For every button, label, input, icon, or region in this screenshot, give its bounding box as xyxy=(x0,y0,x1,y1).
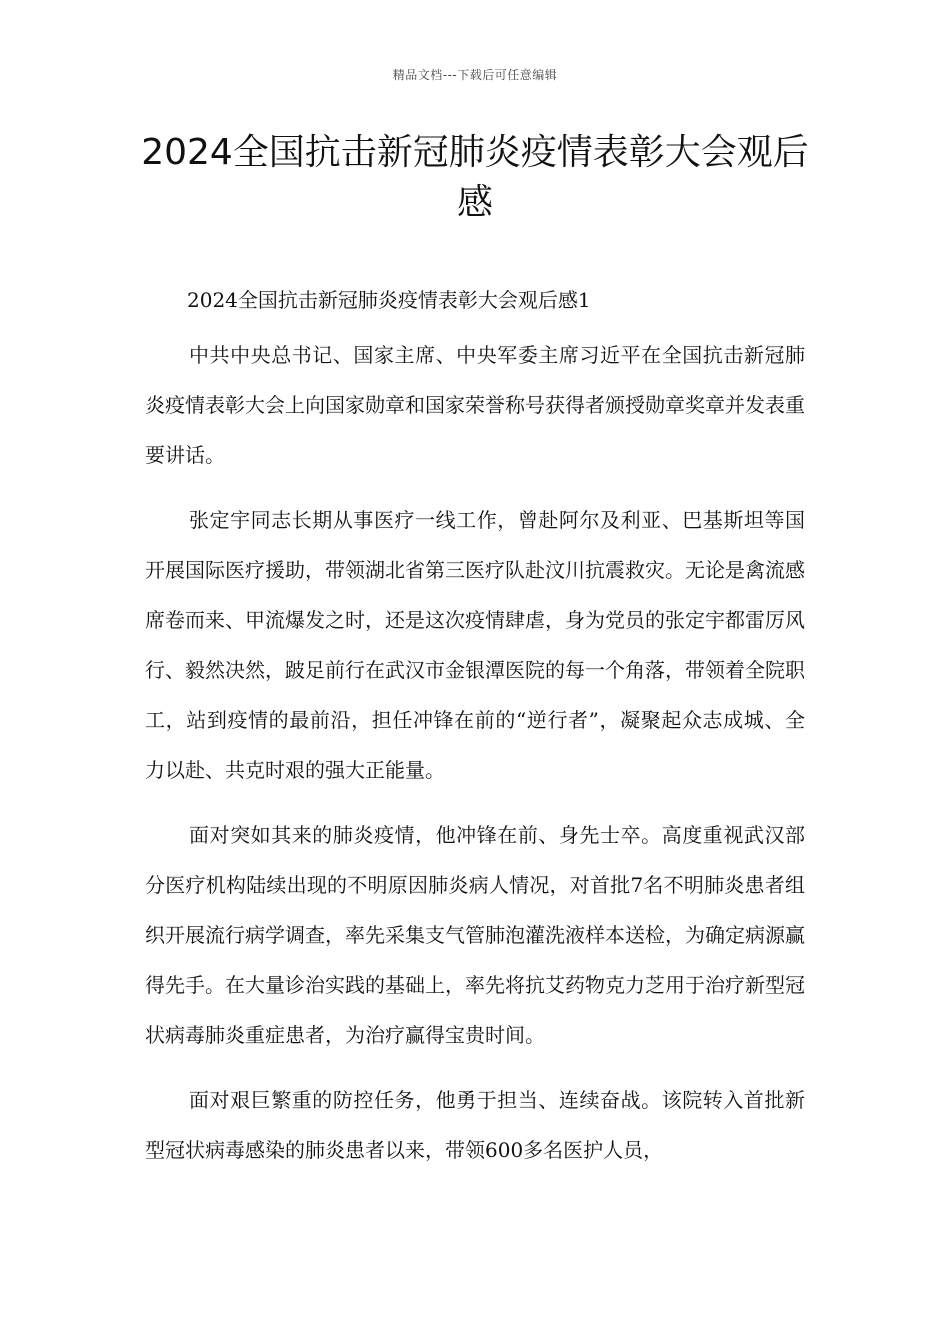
paragraph-2: 张定宇同志长期从事医疗一线工作，曾赴阿尔及利亚、巴基斯坦等国开展国际医疗援助，带领湖北省第三医疗队赴汶川抗震救灾。无论是禽流感席卷而来、甲流爆发之时，还是这次疫情肆虐，身为党员的张定宇都雷厉风行、毅然决然，跛足前行在武汉市金银潭医院的每一个角落，带领着全院职工，站到疫情的最前沿，担任冲锋在前的“逆行者”，凝聚起众志成城、全力以赴、共克时艰的强大正能量。 xyxy=(145,508,805,782)
document-title: 2024全国抗击新冠肺炎疫情表彰大会观后感 xyxy=(141,132,809,223)
document-subtitle: 2024全国抗击新冠肺炎疫情表彰大会观后感1 xyxy=(187,288,591,312)
paragraph-1: 中共中央总书记、国家主席、中央军委主席习近平在全国抗击新冠肺炎疫情表彰大会上向国家勋章和国家荣誉称号获得者颁授勋章奖章并发表重要讲话。 xyxy=(145,343,805,467)
header-note: 精品文档---下载后可任意编辑 xyxy=(392,68,558,82)
paragraph-3: 面对突如其来的肺炎疫情，他冲锋在前、身先士卒。高度重视武汉部分医疗机构陆续出现的不明原因肺炎病人情况，对首批7名不明肺炎患者组织开展流行病学调查，率先采集支气管肺泡灌洗液样本送检，为确定病源赢得先手。在大量诊治实践的基础上，率先将抗艾药物克力芝用于治疗新型冠状病毒肺炎重症患者，为治疗赢得宝贵时间。 xyxy=(145,823,805,1047)
document-body xyxy=(145,282,805,1190)
paragraph-4: 面对艰巨繁重的防控任务，他勇于担当、连续奋战。该院转入首批新型冠状病毒感染的肺炎患者以来，带领600多名医护人员， xyxy=(145,1088,805,1162)
